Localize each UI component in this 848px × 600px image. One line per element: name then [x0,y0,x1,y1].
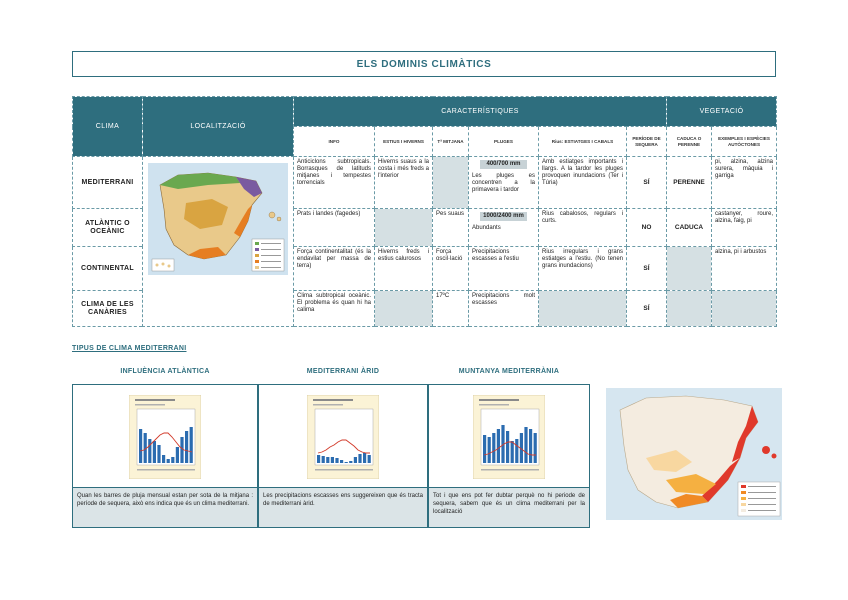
page-title-box [72,51,776,77]
climograph-bar [153,441,156,463]
page-title: ELS DOMINIS CLIMÀTICS [356,58,492,70]
estius-hiverns-cell [375,209,433,247]
climograph-bar [363,453,366,463]
pluges-cell: Precipitacions escasses a l'estiu [469,247,539,291]
info-cell: Prats i landes (fagedes) [294,209,375,247]
localitzacio-cell [143,157,294,327]
climograph-bar [483,435,486,463]
column-title-arid: MEDITERRANI ÀRID [306,368,380,375]
climograph-bar [157,445,160,463]
t-mitjana-cell [433,157,469,209]
caption-mountain: Tot i que ens pot fer dubtar perquè no hi periode de sequera, sabem que és un clima mediterrani per la localització [429,487,589,527]
climograph-bar [511,441,514,463]
sequera-cell: SÍ [627,291,667,327]
t-mitjana-cell: Pes suaus [433,209,469,247]
estius-hiverns-cell [375,291,433,327]
exemples-cell [712,291,777,327]
clima-name: CONTINENTAL [73,247,143,291]
climograph-bar [180,437,183,463]
sequera-cell: SÍ [627,247,667,291]
caduca-cell [667,291,712,327]
climograph-bar [368,455,371,463]
rius-cell: Rius cabalosos, regulars i curts. [539,209,627,247]
climograph-mountain [473,395,545,479]
info-cell: Força continentalitat (és la endavilat per massa de terra) [294,247,375,291]
climograph-panel-arid [258,384,428,528]
climograph-bar [162,455,165,463]
climograph-bar [492,433,495,463]
header-info: INFO [294,127,375,157]
header-caduca-perenne: CADUCA O PERENNE [667,127,712,157]
exemples-cell: pi, alzina, alzina surera, màquia i garriga [712,157,777,209]
sequera-cell: SÍ [627,157,667,209]
climograph-bar [190,427,193,463]
pluges-cell: Precipitacions molt escasses [469,291,539,327]
clima-name: MEDITERRANI [73,157,143,209]
climograph-bar [345,462,348,463]
climograph-bar [322,456,325,463]
header-pluges: PLUGES [469,127,539,157]
column-title-atlantic: INFLUÈNCIA ATLÀNTICA [120,368,210,375]
rius-cell: Amb estiatges importants i llargs. A la tardor les pluges provoquen inundacions (Ter i Túria) [539,157,627,209]
exemples-cell: alzina, pi i arbustos [712,247,777,291]
clima-name: ATLÀNTIC O OCEÀNIC [73,209,143,247]
climograph-bar [354,457,357,463]
climograph-bar [326,457,329,463]
pluges-cell [469,157,539,209]
climograph-bar [497,429,500,463]
climograph-bar [139,429,142,463]
header-estius-hiverns: ESTIUS I HIVERNS [375,127,433,157]
pluges-text: Abundants [472,225,501,231]
climograph-bar [349,461,352,463]
climograph-panel-mountain [428,384,590,528]
column-title-mountain: MUNTANYA MEDITERRÀNIA [458,368,560,375]
climograph-bar [534,433,537,463]
climograph-bar [524,427,527,463]
climograph-bar [185,431,188,463]
mediterranean-types-heading: TIPUS DE CLIMA MEDITERRANI [72,345,187,352]
climograph-bar [515,439,518,463]
pluges-highlight: 1000/2400 mm [480,212,527,221]
header-clima: CLIMA [73,97,143,157]
climograph-bar [148,439,151,463]
climograph-arid [307,395,379,479]
header-caracteristiques: CARACTERÍSTIQUES [294,97,667,127]
estius-hiverns-cell: Hiverns freds i estius calurosos [375,247,433,291]
header-rius: Rius: ESTIATGES I CABALS [539,127,627,157]
estius-hiverns-cell: Hiverns suaus a la costa i més freds a l'interior [375,157,433,209]
info-cell: Anticiclons subtropicals. Borrasques de latituds mitjanes i tempestes torrencials [294,157,375,209]
pluges-cell [469,209,539,247]
pluges-highlight: 400/700 mm [480,160,527,169]
sequera-cell: NO [627,209,667,247]
caption-atlantic: Quan les barres de pluja mensual estan per sota de la mitjana : període de sequera, això ens indica que és un clima mediterrani. [73,487,257,527]
climate-table [72,96,777,327]
mediterranean-map [606,388,782,520]
climograph-bar [340,460,343,463]
climograph-bar [167,459,170,463]
t-mitjana-cell: Força oscil·lació [433,247,469,291]
climograph-bar [331,457,334,463]
header-periode-sequera: PERÍODE DE SEQUERA [627,127,667,157]
rius-cell: Rius irregulars i grans estiatges a l'estiu. (No tenen grans inundacions) [539,247,627,291]
climograph-bar [335,458,338,463]
caption-arid: Les precipitacions escasses ens suggereixen que és tracta de mediterrani àrid. [259,487,427,527]
header-t-mitjana: Tª MITJANA [433,127,469,157]
climograph-bar [171,457,174,463]
rius-cell [539,291,627,327]
mediterranean-map-image [606,388,782,520]
climograph-bar [506,431,509,463]
climograph-bar [529,429,532,463]
table-row [73,157,777,209]
exemples-cell: castanyer, roure, alzina, faig, pi [712,209,777,247]
t-mitjana-cell: 17ºC [433,291,469,327]
climograph-bar [488,437,491,463]
pluges-text: Les pluges es concentren a la primavera i tardor [472,173,535,193]
header-exemples: EXEMPLES I ESPÈCIES AUTÒCTONES [712,127,777,157]
caduca-cell: PERENNE [667,157,712,209]
climograph-bar [176,447,179,463]
climograph-atlantic [129,395,201,479]
clima-name: CLIMA DE LES CANÀRIES [73,291,143,327]
climograph-bar [317,455,320,463]
caduca-cell: CADUCA [667,209,712,247]
header-localitzacio: LOCALITZACIÓ [143,97,294,157]
info-cell: Clima subtropical oceànic. El problema és quan hi ha calima [294,291,375,327]
climograph-bar [358,454,361,463]
iberia-climate-map [148,163,288,275]
caduca-cell [667,247,712,291]
climograph-panel-atlantic [72,384,258,528]
header-vegetacio: VEGETACIÓ [667,97,777,127]
